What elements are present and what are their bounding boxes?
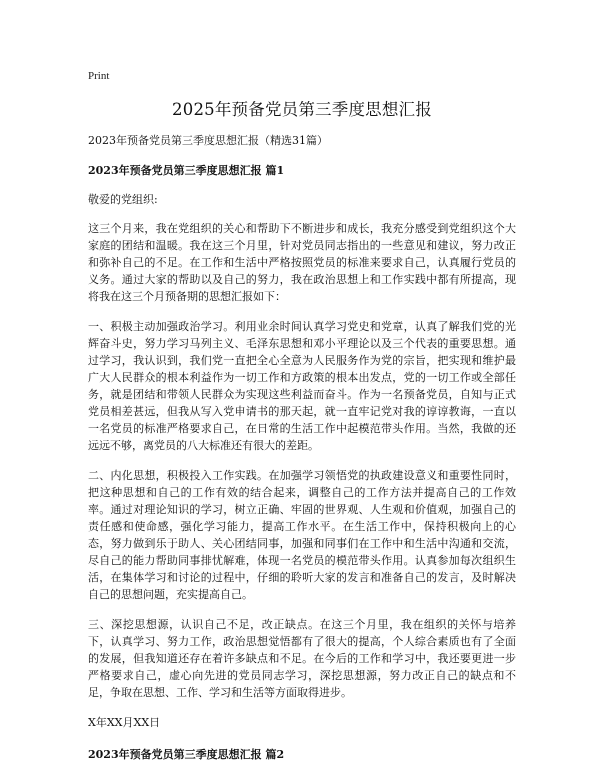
print-link[interactable]: Print xyxy=(88,70,110,82)
section-heading-2: 2023年预备党员第三季度思想汇报 篇2 xyxy=(88,748,285,761)
document-subtitle: 2023年预备党员第三季度思想汇报（精选31篇） xyxy=(88,134,328,147)
section-heading-1: 2023年预备党员第三季度思想汇报 篇1 xyxy=(88,164,285,177)
date-line: X年XX月XX日 xyxy=(88,716,161,729)
paragraph-point-3: 三、深挖思想源，认识自己不足，改正缺点。在这三个月里，我在组织的关怀与培养下，认真学习、努力工作，政治思想觉悟都有了很大的提高，个人综合素质也有了全面的发展，但我知道还存在着许多缺点和不足。在今后的工作和学习中，我还要更进一步严格要求自己，虚心向先进的党员同志学习，深挖思想源，努力改正自己的缺点和不足，争取在思想、工作、学习和生活等方面取得进步。 xyxy=(88,618,516,699)
paragraph-point-2: 二、内化思想，积极投入工作实践。在加强学习领悟党的执政建设意义和重要性同时，把这种思想和自己的工作有效的结合起来，调整自己的工作方法并提高自己的工作效率。通过对理论知识的学习，树立正确、牢固的世界观、人生观和价值观，加强自己的责任感和使命感，强化学习能力，提高工作水平。在生活工作中，保持积极向上的心态，努力做到乐于助人、关心团结同事，加强和同事们在工作中和生活中沟通和交流，尽自己的能力帮助同事排忧解难，体现一名党员的模范带头作用。认真参加每次组织生活，在集体学习和讨论的过程中，仔细的聆听大家的发言和准备自己的发言，及时解决自己的思想问题，充实提高自己。 xyxy=(88,469,516,601)
salutation: 敬爱的党组织: xyxy=(88,193,158,206)
document-title: 2025年预备党员第三季度思想汇报 xyxy=(172,100,432,119)
document-page xyxy=(88,70,516,775)
paragraph-intro: 这三个月来，我在党组织的关心和帮助下不断进步和成长，我充分感受到党组织这个大家庭的团结和温暖。我在这三个月里，针对党员同志指出的一些意见和建议，努力改正和弥补自己的不足。在工作和生活中严格按照党员的标准来要求自己，认真履行党员的义务。通过大家的帮助以及自己的努力，我在政治思想上和工作实践中都有所提高，现将我在这三个月预备期的思想汇报如下： xyxy=(88,222,516,303)
paragraph-point-1: 一、积极主动加强政治学习。利用业余时间认真学习党史和党章，认真了解我们党的光辉奋斗史，努力学习马列主义、毛泽东思想和邓小平理论以及三个代表的重要思想。通过学习，我认识到，我们党一直把全心全意为人民服务作为党的宗旨，把实现和维护最广大人民群众的根本利益作为一切工作和方政策的根本出发点，党的一切工作或全部任务，就是团结和带领人民群众为实现这些利益而奋斗。作为一名预备党员，自知与正式党员相差甚远，但我从写入党申请书的那天起，就一直牢记党对我的谆谆教诲，一直以一名党员的标准严格要求自己，在日常的生活工作中起模范带头作用。当然，我做的还远远不够，离党员的八大标准还有很大的差距。 xyxy=(88,320,516,452)
